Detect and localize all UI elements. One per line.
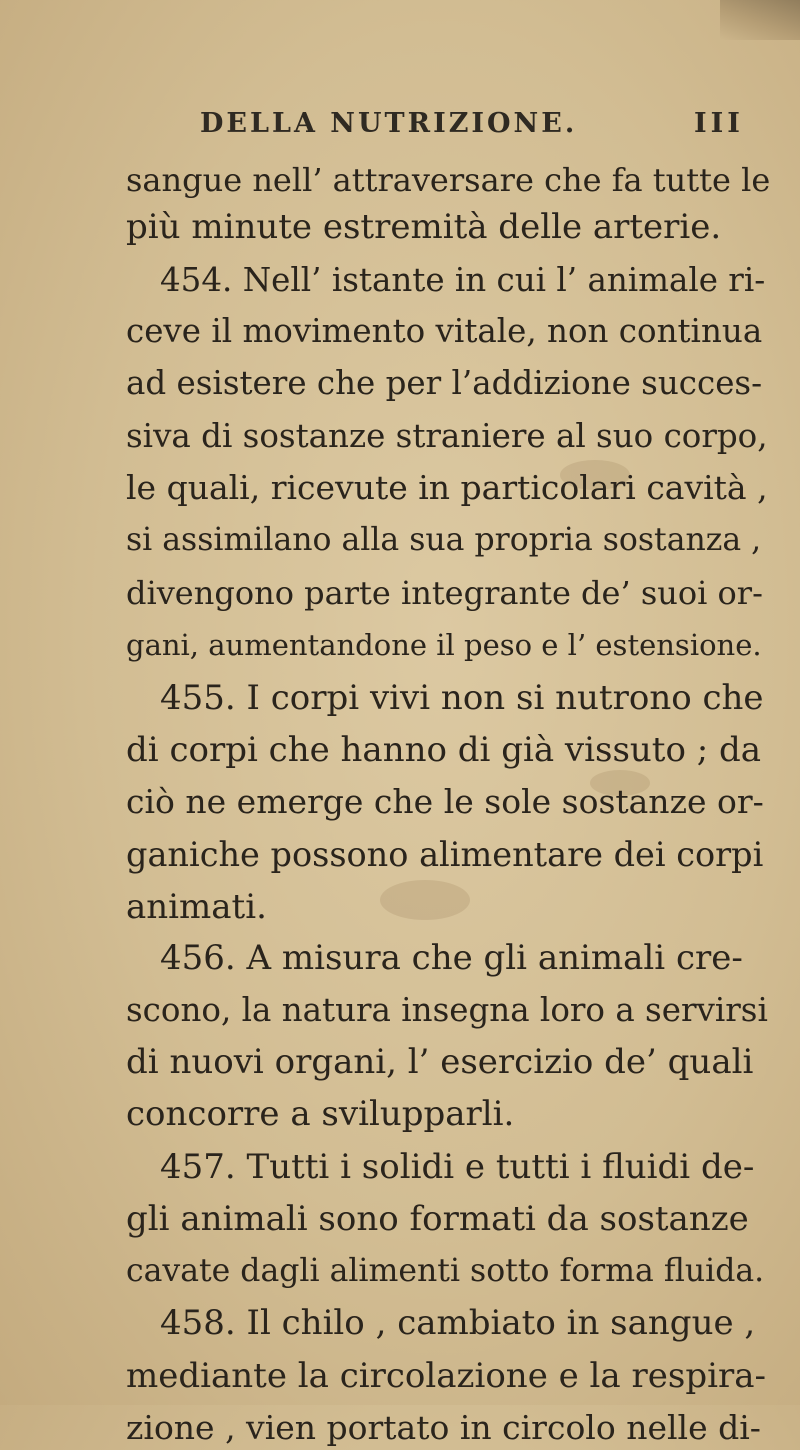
text-line: mediante la circolazione e la respira-: [126, 1356, 766, 1396]
page-number: III: [694, 108, 744, 139]
text-line: 454. Nell’ istante in cui l’ animale ri-: [160, 261, 766, 299]
text-line: zione , vien portato in circolo nelle di-: [126, 1408, 761, 1447]
text-line: ceve il movimento vitale, non continua: [126, 312, 763, 350]
text-line: gli animali sono formati da sostanze: [126, 1199, 749, 1239]
text-line: di nuovi organi, l’ esercizio de’ quali: [126, 1042, 754, 1082]
text-line: siva di sostanze straniere al suo corpo,: [126, 417, 768, 455]
text-line: le quali, ricevute in particolari cavità ,: [126, 468, 768, 507]
text-line: 458. Il chilo , cambiato in sangue ,: [160, 1303, 756, 1343]
text-line: divengono parte integrante de’ suoi or-: [126, 574, 763, 612]
text-line: ciò ne emerge che le sole sostanze or-: [126, 782, 764, 821]
text-line: 456. A misura che gli animali cre-: [160, 938, 743, 978]
text-line: cavate dagli alimenti sotto forma fluida.: [126, 1253, 765, 1289]
text-line: si assimilano alla sua propria sostanza ,: [126, 522, 762, 558]
text-line: ad esistere che per l’addizione succes-: [126, 364, 763, 402]
text-line: scono, la natura insegna loro a servirsi: [126, 991, 768, 1029]
text-line: animati.: [126, 887, 267, 927]
text-line: 455. I corpi vivi non si nutrono che: [160, 678, 764, 718]
text-line: ganiche possono alimentare dei corpi: [126, 835, 764, 874]
paper-stain: [380, 880, 470, 920]
text-line: più minute estremità delle arterie.: [126, 207, 722, 247]
text-line: gani, aumentandone il peso e l’ estensione.: [126, 628, 762, 662]
text-line: sangue nell’ attraversare che fa tutte le: [126, 161, 771, 199]
page-corner-shadow: [720, 0, 800, 40]
text-line: 457. Tutti i solidi e tutti i fluidi de-: [160, 1147, 755, 1187]
running-title: DELLA NUTRIZIONE.: [200, 108, 578, 139]
page-header: [0, 108, 800, 148]
text-line: concorre a svilupparli.: [126, 1094, 515, 1134]
text-line: di corpi che hanno di già vissuto ; da: [126, 730, 762, 770]
